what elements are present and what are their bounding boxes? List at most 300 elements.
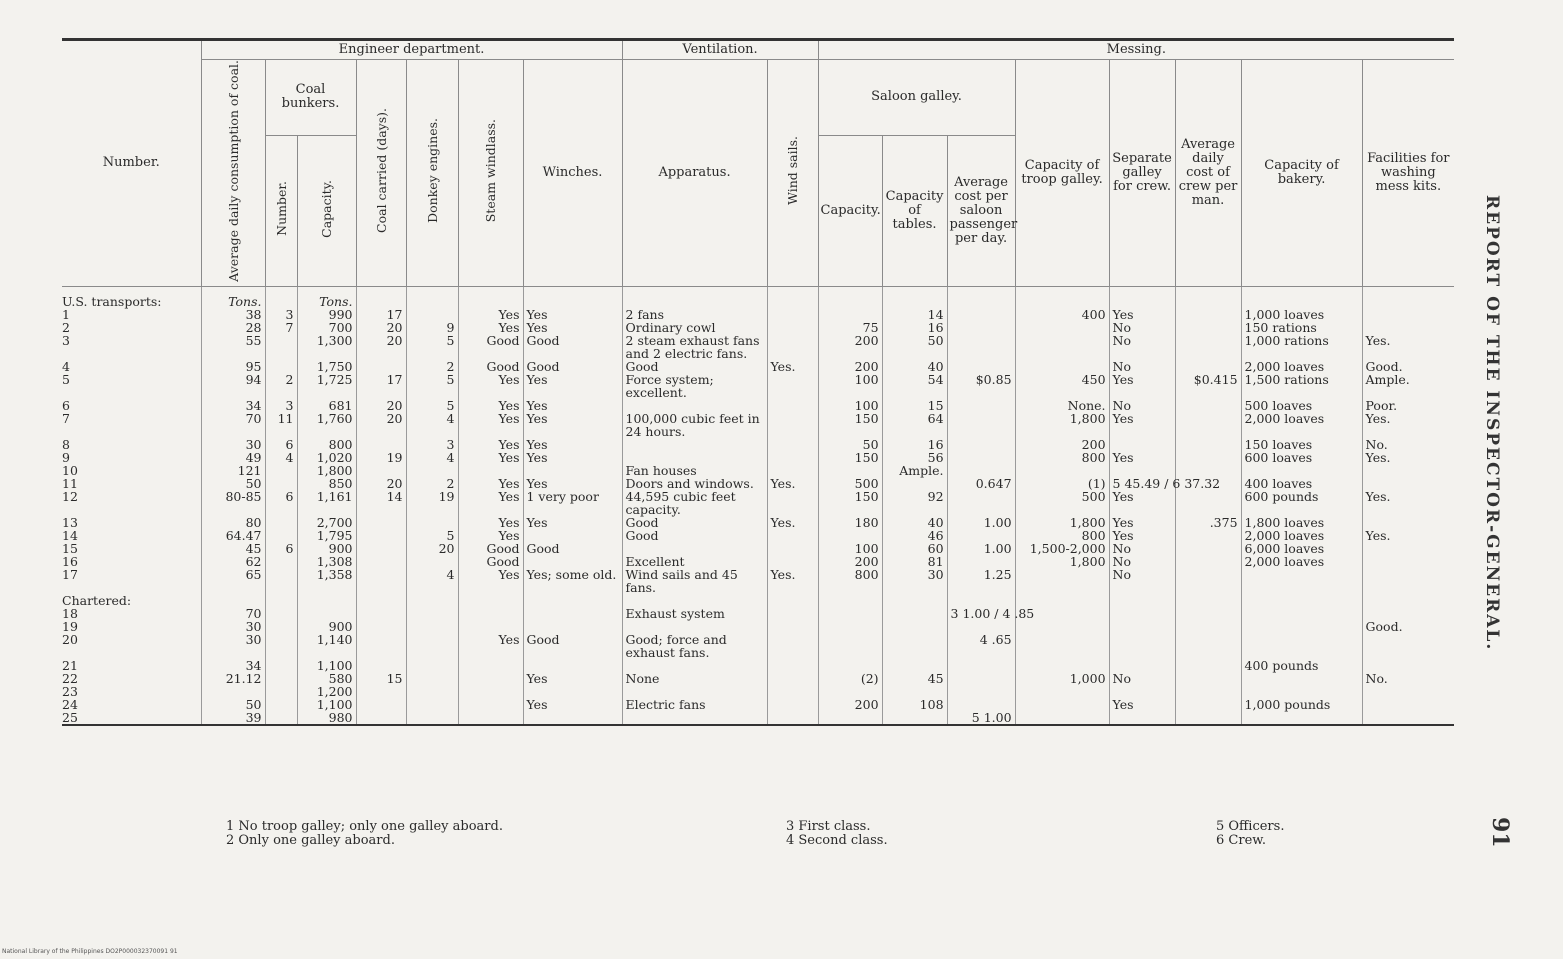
cell-tab: 64 bbox=[882, 412, 947, 438]
cell-app: 2 fans bbox=[622, 308, 767, 321]
cell-bn: 6 bbox=[265, 438, 297, 451]
cell-winch: Good bbox=[523, 542, 622, 555]
cell-donkey bbox=[406, 659, 458, 672]
cell-ws bbox=[767, 451, 818, 464]
table-body bbox=[62, 286, 1454, 725]
cell-bn bbox=[265, 516, 297, 529]
cell-coal: 34 bbox=[201, 659, 265, 672]
cell-num: 22 bbox=[62, 670, 78, 686]
table-row bbox=[62, 542, 1454, 555]
cell-days bbox=[356, 607, 406, 620]
cell-crew bbox=[1175, 334, 1241, 360]
cell-donkey: 5 bbox=[406, 399, 458, 412]
cell-app bbox=[622, 438, 767, 451]
cell-wash bbox=[1362, 555, 1454, 568]
cell-days bbox=[356, 438, 406, 451]
cell-ws bbox=[767, 464, 818, 477]
cell-days bbox=[356, 542, 406, 555]
cell-app: Fan houses bbox=[622, 464, 767, 477]
table-row bbox=[62, 568, 1454, 594]
cell-sep: No bbox=[1109, 360, 1175, 373]
cell-wind: Good bbox=[458, 334, 523, 360]
cell-coal: 30 bbox=[201, 438, 265, 451]
cell-troop: 1,500-2,000 bbox=[1015, 542, 1109, 555]
cell-bc: 1,750 bbox=[297, 360, 356, 373]
cell-donkey bbox=[406, 516, 458, 529]
cell-crew bbox=[1175, 308, 1241, 321]
cell-donkey: 5 bbox=[406, 334, 458, 360]
cell-troop: 1,800 bbox=[1015, 555, 1109, 568]
cell-days: 20 bbox=[356, 477, 406, 490]
cell-ws bbox=[767, 542, 818, 555]
cell-wind: Yes bbox=[458, 490, 523, 516]
cell-cost bbox=[947, 490, 1015, 516]
header-capacity-tables: Capacity of tables. bbox=[882, 135, 947, 286]
table-row bbox=[62, 399, 1454, 412]
cell-cap: 100 bbox=[818, 373, 882, 399]
cell-wash: Poor. bbox=[1362, 399, 1454, 412]
cell-num: 10 bbox=[62, 462, 78, 478]
table-row bbox=[62, 698, 1454, 711]
cell-sep: No bbox=[1109, 555, 1175, 568]
cell-donkey: 5 bbox=[406, 529, 458, 542]
cell-crew bbox=[1175, 464, 1241, 477]
cell-wash bbox=[1362, 633, 1454, 659]
cell-sep bbox=[1109, 633, 1175, 659]
header-coal-carried: Coal carried (days). bbox=[356, 60, 406, 287]
cell-bak: 2,000 loaves bbox=[1241, 529, 1362, 542]
cell-troop: 450 bbox=[1015, 373, 1109, 399]
archive-label: National Library of the Philippines DO2P000032370091 91 bbox=[2, 948, 178, 955]
cell-bn: 6 bbox=[265, 490, 297, 516]
cell-days: 20 bbox=[356, 334, 406, 360]
table-row bbox=[62, 477, 1454, 490]
cell-sep: Yes bbox=[1109, 412, 1175, 438]
cell-wash: Good. bbox=[1362, 360, 1454, 373]
cell-wash bbox=[1362, 685, 1454, 698]
header-saloon-galley: Saloon galley. bbox=[818, 60, 1015, 136]
cell-donkey bbox=[406, 464, 458, 477]
cell-bak bbox=[1241, 685, 1362, 698]
cell-bak bbox=[1241, 633, 1362, 659]
cell-days bbox=[356, 464, 406, 477]
cell-sep: No bbox=[1109, 568, 1175, 594]
cell-num: 25 bbox=[62, 711, 201, 725]
cell-crew bbox=[1175, 568, 1241, 594]
cell-troop bbox=[1015, 620, 1109, 633]
cell-bak: 1,800 loaves bbox=[1241, 516, 1362, 529]
cell-bc: 800 bbox=[297, 438, 356, 451]
cell-cap: 150 bbox=[818, 490, 882, 516]
cell-sep bbox=[1109, 620, 1175, 633]
cell-cost bbox=[947, 620, 1015, 633]
cell-num: 17 bbox=[62, 566, 78, 582]
cell-donkey: 4 bbox=[406, 451, 458, 464]
cell-bn: 4 bbox=[265, 451, 297, 464]
cell-tab: 14 bbox=[882, 308, 947, 321]
cell-days bbox=[356, 516, 406, 529]
cell-tab bbox=[882, 685, 947, 698]
cell-bc: 1,200 bbox=[297, 685, 356, 698]
cell-winch bbox=[523, 620, 622, 633]
cell-app bbox=[622, 399, 767, 412]
header-bunker-capacity: Capacity. bbox=[297, 135, 356, 286]
cell-cost bbox=[947, 451, 1015, 464]
cell-bak: 2,000 loaves bbox=[1241, 360, 1362, 373]
cell-tab: 54 bbox=[882, 373, 947, 399]
cell-ws bbox=[767, 412, 818, 438]
cell-crew bbox=[1175, 360, 1241, 373]
cell-winch bbox=[523, 685, 622, 698]
cell-tab: 30 bbox=[882, 568, 947, 594]
cell-winch: Yes; some old. bbox=[523, 568, 622, 594]
cell-app bbox=[622, 685, 767, 698]
cell-bn bbox=[265, 607, 297, 620]
cell-coal: 80-85 bbox=[201, 490, 265, 516]
cell-cap bbox=[818, 685, 882, 698]
cell-bc: 681 bbox=[297, 399, 356, 412]
cell-bc: 700 bbox=[297, 321, 356, 334]
cell-cap bbox=[818, 529, 882, 542]
table-row bbox=[62, 516, 1454, 529]
cell-days bbox=[356, 620, 406, 633]
cell-bak bbox=[1241, 711, 1362, 725]
header-bunker-number: Number. bbox=[265, 135, 297, 286]
header-wind-sails: Wind sails. bbox=[767, 60, 818, 287]
cell-crew bbox=[1175, 399, 1241, 412]
cell-bn: 7 bbox=[265, 321, 297, 334]
section-row-transports bbox=[62, 295, 1454, 308]
cell-wind bbox=[458, 620, 523, 633]
cell-troop: 500 bbox=[1015, 490, 1109, 516]
cell-wind: Yes bbox=[458, 321, 523, 334]
cell-app: 44,595 cubic feet capacity. bbox=[622, 490, 767, 516]
cell-wind: Yes bbox=[458, 529, 523, 542]
cell-wind: Yes bbox=[458, 399, 523, 412]
cell-wash bbox=[1362, 477, 1454, 490]
cell-cost bbox=[947, 464, 1015, 477]
cell-winch bbox=[523, 607, 622, 620]
cell-bn: 2 bbox=[265, 373, 297, 399]
cell-wash: Good. bbox=[1362, 620, 1454, 633]
cell-winch: Yes bbox=[523, 516, 622, 529]
cell-wind: Good bbox=[458, 542, 523, 555]
cell-troop bbox=[1015, 321, 1109, 334]
cell-donkey bbox=[406, 308, 458, 321]
cell-troop: 400 bbox=[1015, 308, 1109, 321]
cell-tab: 40 bbox=[882, 516, 947, 529]
cell-days bbox=[356, 698, 406, 711]
header-steam-windlass: Steam windlass. bbox=[458, 60, 523, 287]
cell-troop bbox=[1015, 360, 1109, 373]
cell-bak: 400 pounds bbox=[1241, 659, 1362, 672]
cell-winch: Good bbox=[523, 334, 622, 360]
cell-bak bbox=[1241, 620, 1362, 633]
page-number: 91 bbox=[1487, 817, 1513, 848]
cell-app: Ordinary cowl bbox=[622, 321, 767, 334]
header-saloon-capacity: Capacity. bbox=[818, 135, 882, 286]
cell-sep: Yes bbox=[1109, 451, 1175, 464]
cell-bak: 150 rations bbox=[1241, 321, 1362, 334]
cell-days bbox=[356, 659, 406, 672]
cell-bak: 150 loaves bbox=[1241, 438, 1362, 451]
cell-cost bbox=[947, 659, 1015, 672]
cell-app: Wind sails and 45 fans. bbox=[622, 568, 767, 594]
cell-bc: 580 bbox=[297, 672, 356, 685]
cell-crew bbox=[1175, 698, 1241, 711]
cell-cap: 200 bbox=[818, 698, 882, 711]
cell-cost bbox=[947, 438, 1015, 451]
cell-days bbox=[356, 360, 406, 373]
cell-tab: 81 bbox=[882, 555, 947, 568]
cell-winch: Yes bbox=[523, 321, 622, 334]
cell-ws: Yes. bbox=[767, 477, 818, 490]
cell-coal: 62 bbox=[201, 555, 265, 568]
cell-winch: Yes bbox=[523, 477, 622, 490]
cell-tab bbox=[882, 607, 947, 620]
footnote: 4 Second class. bbox=[786, 833, 888, 848]
cell-crew bbox=[1175, 607, 1241, 620]
cell-bak: 1,000 loaves bbox=[1241, 308, 1362, 321]
header-engineer-department: Engineer department. bbox=[201, 40, 622, 60]
cell-donkey: 3 bbox=[406, 438, 458, 451]
cell-num: 14 bbox=[62, 527, 78, 543]
cell-bc: 1,358 bbox=[297, 568, 356, 594]
header-bakery: Capacity of bakery. bbox=[1241, 60, 1362, 287]
cell-cap: 150 bbox=[818, 451, 882, 464]
table-row bbox=[62, 360, 1454, 373]
cell-bc: 1,800 bbox=[297, 464, 356, 477]
cell-tab bbox=[882, 659, 947, 672]
cell-coal: 38 bbox=[201, 308, 265, 321]
cell-coal: 39 bbox=[201, 711, 265, 725]
cell-days: 20 bbox=[356, 412, 406, 438]
cell-cost bbox=[947, 308, 1015, 321]
cell-ws bbox=[767, 698, 818, 711]
cell-cost bbox=[947, 412, 1015, 438]
table-row bbox=[62, 373, 1454, 399]
cell-cap bbox=[818, 607, 882, 620]
cell-wind bbox=[458, 698, 523, 711]
cell-tab: 40 bbox=[882, 360, 947, 373]
cell-cap: 75 bbox=[818, 321, 882, 334]
cell-donkey bbox=[406, 607, 458, 620]
cell-winch bbox=[523, 555, 622, 568]
cell-num: 7 bbox=[62, 410, 70, 426]
cell-wash: Yes. bbox=[1362, 412, 1454, 438]
cell-tab: 45 bbox=[882, 672, 947, 685]
cell-wash: Ample. bbox=[1362, 373, 1454, 399]
cell-winch bbox=[523, 464, 622, 477]
table-row bbox=[62, 308, 1454, 321]
cell-ws bbox=[767, 373, 818, 399]
footnotes-mid bbox=[786, 820, 888, 848]
cell-tab: 60 bbox=[882, 542, 947, 555]
unit-label: Tons. bbox=[201, 295, 265, 308]
cell-num: 16 bbox=[62, 553, 78, 569]
cell-ws bbox=[767, 399, 818, 412]
cell-coal: 30 bbox=[201, 620, 265, 633]
cell-days bbox=[356, 711, 406, 725]
footnotes-left bbox=[226, 820, 503, 848]
cell-bc: 1,161 bbox=[297, 490, 356, 516]
cell-app: 100,000 cubic feet in 24 hours. bbox=[622, 412, 767, 438]
cell-ws bbox=[767, 321, 818, 334]
cell-crew: .375 bbox=[1175, 516, 1241, 529]
header-number: Number. bbox=[62, 40, 201, 287]
cell-sep: Yes bbox=[1109, 698, 1175, 711]
cell-troop bbox=[1015, 685, 1109, 698]
cell-bak bbox=[1241, 607, 1362, 620]
cell-cap: 200 bbox=[818, 360, 882, 373]
cell-bn: 11 bbox=[265, 412, 297, 438]
cell-bn bbox=[265, 685, 297, 698]
cell-bn bbox=[265, 334, 297, 360]
cell-ws bbox=[767, 711, 818, 725]
cell-wind: Yes bbox=[458, 412, 523, 438]
cell-num: 24 bbox=[62, 696, 78, 712]
cell-app bbox=[622, 659, 767, 672]
cell-num: 6 bbox=[62, 397, 70, 413]
cell-bc: 1,308 bbox=[297, 555, 356, 568]
footnote: 2 Only one galley aboard. bbox=[226, 833, 395, 848]
cell-donkey: 20 bbox=[406, 542, 458, 555]
cell-num: 20 bbox=[62, 631, 78, 647]
cell-cost bbox=[947, 698, 1015, 711]
cell-num: 4 bbox=[62, 358, 70, 374]
cell-wind: Good bbox=[458, 360, 523, 373]
cell-donkey: 4 bbox=[406, 568, 458, 594]
cell-wash bbox=[1362, 321, 1454, 334]
cell-sep bbox=[1109, 685, 1175, 698]
cell-wash: Yes. bbox=[1362, 451, 1454, 464]
header-troop-galley: Capacity of troop galley. bbox=[1015, 60, 1109, 287]
cell-bc: 900 bbox=[297, 542, 356, 555]
cell-troop: (1) bbox=[1015, 477, 1109, 490]
section-label: Chartered: bbox=[62, 592, 132, 608]
cell-coal: 55 bbox=[201, 334, 265, 360]
cell-cost: 0.647 bbox=[947, 477, 1015, 490]
cell-wind: Yes bbox=[458, 633, 523, 659]
cell-sep: No bbox=[1109, 399, 1175, 412]
cell-crew bbox=[1175, 555, 1241, 568]
cell-bc: 980 bbox=[297, 711, 356, 725]
cell-donkey bbox=[406, 555, 458, 568]
cell-bn bbox=[265, 529, 297, 542]
cell-troop bbox=[1015, 633, 1109, 659]
cell-cost: 4 .65 bbox=[947, 633, 1015, 659]
cell-cost: 1.25 bbox=[947, 568, 1015, 594]
cell-winch: Yes bbox=[523, 308, 622, 321]
cell-bn bbox=[265, 672, 297, 685]
cell-cost: $0.85 bbox=[947, 373, 1015, 399]
cell-ws bbox=[767, 490, 818, 516]
cell-cap bbox=[818, 620, 882, 633]
cell-donkey bbox=[406, 672, 458, 685]
cell-wash: No. bbox=[1362, 438, 1454, 451]
cell-ws bbox=[767, 555, 818, 568]
cell-cap: 100 bbox=[818, 542, 882, 555]
footnote: 1 No troop galley; only one galley aboard. bbox=[226, 819, 503, 834]
cell-wash bbox=[1362, 464, 1454, 477]
cell-wash bbox=[1362, 711, 1454, 725]
cell-num: 5 bbox=[62, 371, 70, 387]
cell-crew bbox=[1175, 685, 1241, 698]
cell-coal: 121 bbox=[201, 464, 265, 477]
cell-cost bbox=[947, 321, 1015, 334]
cell-donkey: 19 bbox=[406, 490, 458, 516]
cell-cap: 500 bbox=[818, 477, 882, 490]
cell-sep: 5 45.49 / 6 37.32 bbox=[1109, 477, 1175, 490]
cell-bc: 850 bbox=[297, 477, 356, 490]
table-row bbox=[62, 334, 1454, 360]
cell-ws bbox=[767, 620, 818, 633]
cell-bak: 600 pounds bbox=[1241, 490, 1362, 516]
cell-crew bbox=[1175, 711, 1241, 725]
header-apparatus: Apparatus. bbox=[622, 60, 767, 287]
cell-app bbox=[622, 711, 767, 725]
cell-crew bbox=[1175, 438, 1241, 451]
cell-num: 11 bbox=[62, 475, 78, 491]
cell-winch: Yes bbox=[523, 412, 622, 438]
cell-sep bbox=[1109, 438, 1175, 451]
cell-cost bbox=[947, 685, 1015, 698]
cell-days: 15 bbox=[356, 672, 406, 685]
cell-coal: 80 bbox=[201, 516, 265, 529]
cell-bc: 990 bbox=[297, 308, 356, 321]
cell-coal bbox=[201, 685, 265, 698]
cell-crew bbox=[1175, 659, 1241, 672]
cell-days: 19 bbox=[356, 451, 406, 464]
transport-inspection-table bbox=[62, 38, 1454, 726]
table-row bbox=[62, 659, 1454, 672]
cell-coal: 70 bbox=[201, 607, 265, 620]
cell-crew bbox=[1175, 620, 1241, 633]
cell-num: 2 bbox=[62, 319, 70, 335]
cell-days: 20 bbox=[356, 399, 406, 412]
cell-wind: Yes bbox=[458, 438, 523, 451]
cell-sep bbox=[1109, 711, 1175, 725]
cell-coal: 95 bbox=[201, 360, 265, 373]
cell-sep: Yes bbox=[1109, 516, 1175, 529]
cell-days bbox=[356, 529, 406, 542]
cell-app: Good bbox=[622, 360, 767, 373]
cell-sep bbox=[1109, 607, 1175, 620]
cell-winch: Yes bbox=[523, 672, 622, 685]
cell-bak: 1,000 pounds bbox=[1241, 698, 1362, 711]
cell-bak bbox=[1241, 672, 1362, 685]
cell-coal: 94 bbox=[201, 373, 265, 399]
cell-cost bbox=[947, 334, 1015, 360]
cell-num: 8 bbox=[62, 436, 70, 452]
cell-winch: Yes bbox=[523, 451, 622, 464]
cell-winch bbox=[523, 529, 622, 542]
cell-crew bbox=[1175, 451, 1241, 464]
cell-troop: 200 bbox=[1015, 438, 1109, 451]
cell-wind bbox=[458, 464, 523, 477]
cell-bn bbox=[265, 464, 297, 477]
cell-winch: Yes bbox=[523, 698, 622, 711]
cell-bc: 2,700 bbox=[297, 516, 356, 529]
cell-bak: 400 loaves bbox=[1241, 477, 1362, 490]
cell-sep bbox=[1109, 464, 1175, 477]
cell-crew bbox=[1175, 672, 1241, 685]
header-donkey-engines: Donkey engines. bbox=[406, 60, 458, 287]
cell-sep: Yes bbox=[1109, 529, 1175, 542]
table-row bbox=[62, 451, 1454, 464]
cell-bn bbox=[265, 360, 297, 373]
cell-bn bbox=[265, 620, 297, 633]
